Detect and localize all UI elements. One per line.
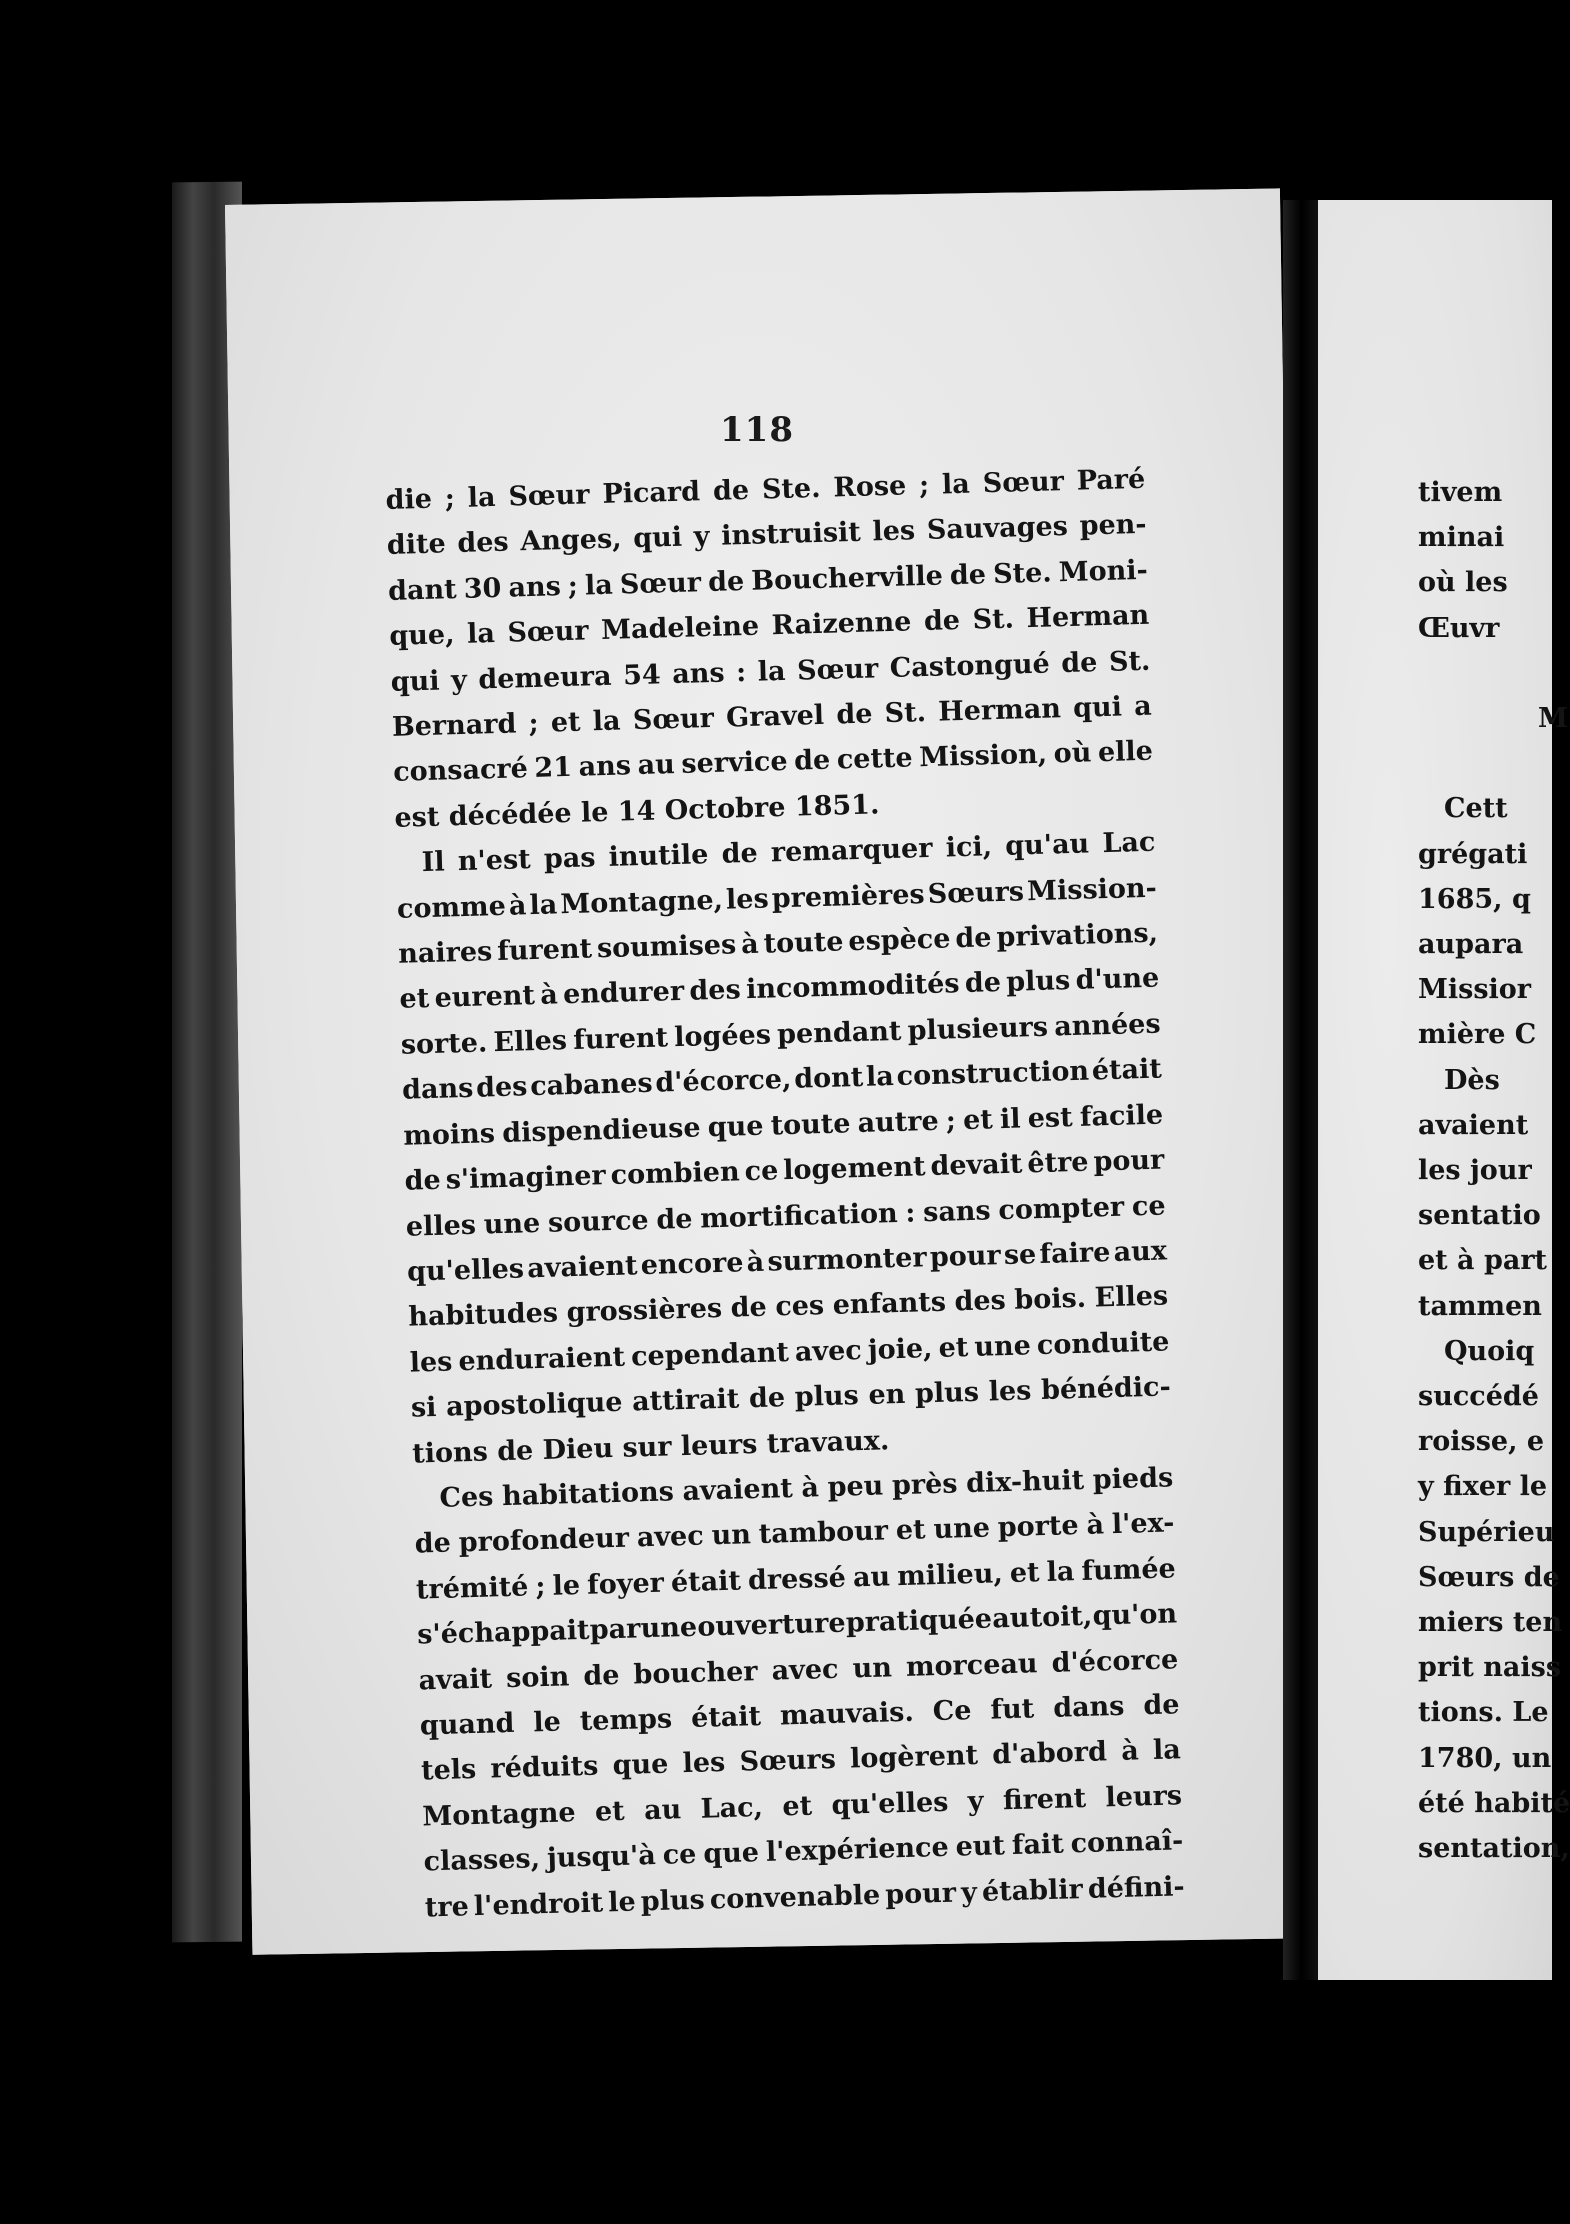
text-line: 1685, q: [1418, 883, 1531, 915]
text-line: Montagne et au Lac, et qu'elles y firent leurs: [421, 1780, 1183, 1833]
text-line: tels réduits que les Sœurs logèrent d'abord à la: [420, 1734, 1182, 1787]
text-line: comme à la Montagne, les premières Sœurs Mission-: [396, 872, 1158, 925]
text-line: été habité: [1418, 1787, 1570, 1819]
text-line: quand le temps était mauvais. Ce fut dans de: [419, 1689, 1180, 1742]
text-line: sentation,: [1418, 1833, 1570, 1865]
text-line: Bernard ; et la Sœur Gravel de St. Herman qui a: [391, 690, 1153, 743]
text-line: si apostolique attirait de plus en plus les bénédic-: [410, 1371, 1172, 1424]
text-line: prit naiss: [1418, 1652, 1562, 1684]
text-line: aupara: [1418, 929, 1524, 961]
text-line: habitudes grossières de ces enfants des bois. Elles: [408, 1280, 1169, 1333]
text-line: grégati: [1418, 838, 1528, 870]
text-line: et à part: [1418, 1245, 1548, 1277]
text-line: M: [1538, 703, 1568, 735]
text-line: Missior: [1418, 974, 1532, 1006]
text-line: est décédée le 14 Octobre 1851.: [394, 789, 880, 834]
book-gutter: [1283, 200, 1319, 1980]
text-line: Il n'est pas inutile de remarquer ici, qu'au Lac: [421, 826, 1156, 879]
text-line: tions de Dieu sur leurs travaux.: [411, 1424, 890, 1470]
text-line: naires furent soumises à toute espèce de privations,: [397, 917, 1159, 970]
text-line: tammen: [1418, 1290, 1542, 1322]
text-line: dite des Anges, qui y instruisit les Sauvages pen-: [386, 509, 1147, 562]
text-line: die ; la Sœur Picard de Ste. Rose ; la Sœur Paré: [385, 463, 1146, 516]
text-line: succédé: [1418, 1381, 1539, 1413]
text-line: Supérieu: [1418, 1516, 1555, 1548]
text-line: elles une source de mortification : sans compter ce: [405, 1189, 1166, 1243]
text-line: sentatio: [1418, 1200, 1541, 1232]
text-line: miers ten: [1418, 1607, 1563, 1639]
text-line: trémité ; le foyer était dressé au milieu, et la fumée: [415, 1553, 1177, 1606]
text-line: avait soin de boucher avec un morceau d'écorce: [418, 1643, 1179, 1697]
text-line: les jour: [1418, 1155, 1532, 1187]
text-line: y fixer le: [1418, 1471, 1548, 1503]
text-line: Ces habitations avaient à peu près dix-huit pieds: [439, 1462, 1174, 1514]
text-line: sorte. Elles furent logées pendant plusieurs années: [400, 1008, 1161, 1061]
text-line: minai: [1418, 522, 1505, 554]
text-line: [1418, 651, 1558, 696]
text-line: Œuvr: [1418, 612, 1500, 644]
text-line: Quoiq: [1444, 1335, 1535, 1367]
text-line: de profondeur avec un tambour et une porte à l'ex-: [414, 1507, 1175, 1560]
text-line: qui y demeura 54 ans : la Sœur Castongué de St.: [390, 645, 1151, 698]
text-line: moins dispendieuse que toute autre ; et il est facile: [402, 1099, 1164, 1152]
text-line: Dès: [1444, 1064, 1500, 1096]
text-line: dans des cabanes d'écorce, dont la construction était: [401, 1053, 1163, 1107]
text-line: Sœurs de: [1418, 1561, 1560, 1593]
text-line: tions. Le: [1418, 1697, 1549, 1729]
left-page-text: [385, 457, 1185, 1931]
text-line: qu'elles avaient encore à surmonter pour se faire aux: [406, 1235, 1168, 1288]
text-line: consacré 21 ans au service de cette Mission, où elle: [392, 736, 1154, 789]
text-line: dant 30 ans ; la Sœur de Boucherville de Ste. Moni-: [387, 554, 1149, 607]
text-line: mière C: [1418, 1019, 1537, 1051]
text-line: tre l'endroit le plus convenable pour y établir défini-: [424, 1870, 1186, 1924]
text-line: les enduraient cependant avec joie, et une conduite: [409, 1326, 1170, 1379]
text-line: 1780, un: [1418, 1742, 1552, 1774]
text-line: Cett: [1444, 793, 1508, 825]
text-line: [1418, 741, 1558, 786]
text-line: de s'imaginer combien ce logement devait être pour: [404, 1144, 1165, 1197]
text-line: que, la Sœur Madeleine Raizenne de St. Herman: [388, 599, 1150, 653]
text-line: et eurent à endurer des incommodités de plus d'une: [399, 963, 1160, 1016]
text-line: où les: [1418, 567, 1508, 599]
text-line: avaient: [1418, 1109, 1529, 1141]
page-number: 118: [720, 410, 794, 450]
facing-page-text: [1418, 470, 1570, 1865]
text-line: tivem: [1418, 477, 1503, 508]
text-line: roisse, e: [1418, 1426, 1545, 1458]
text-line: classes, jusqu'à ce que l'expérience eut fait connaî-: [423, 1825, 1184, 1878]
text-line: s'échappait par une ouverture pratiquée au toit, qu'on: [416, 1598, 1178, 1651]
